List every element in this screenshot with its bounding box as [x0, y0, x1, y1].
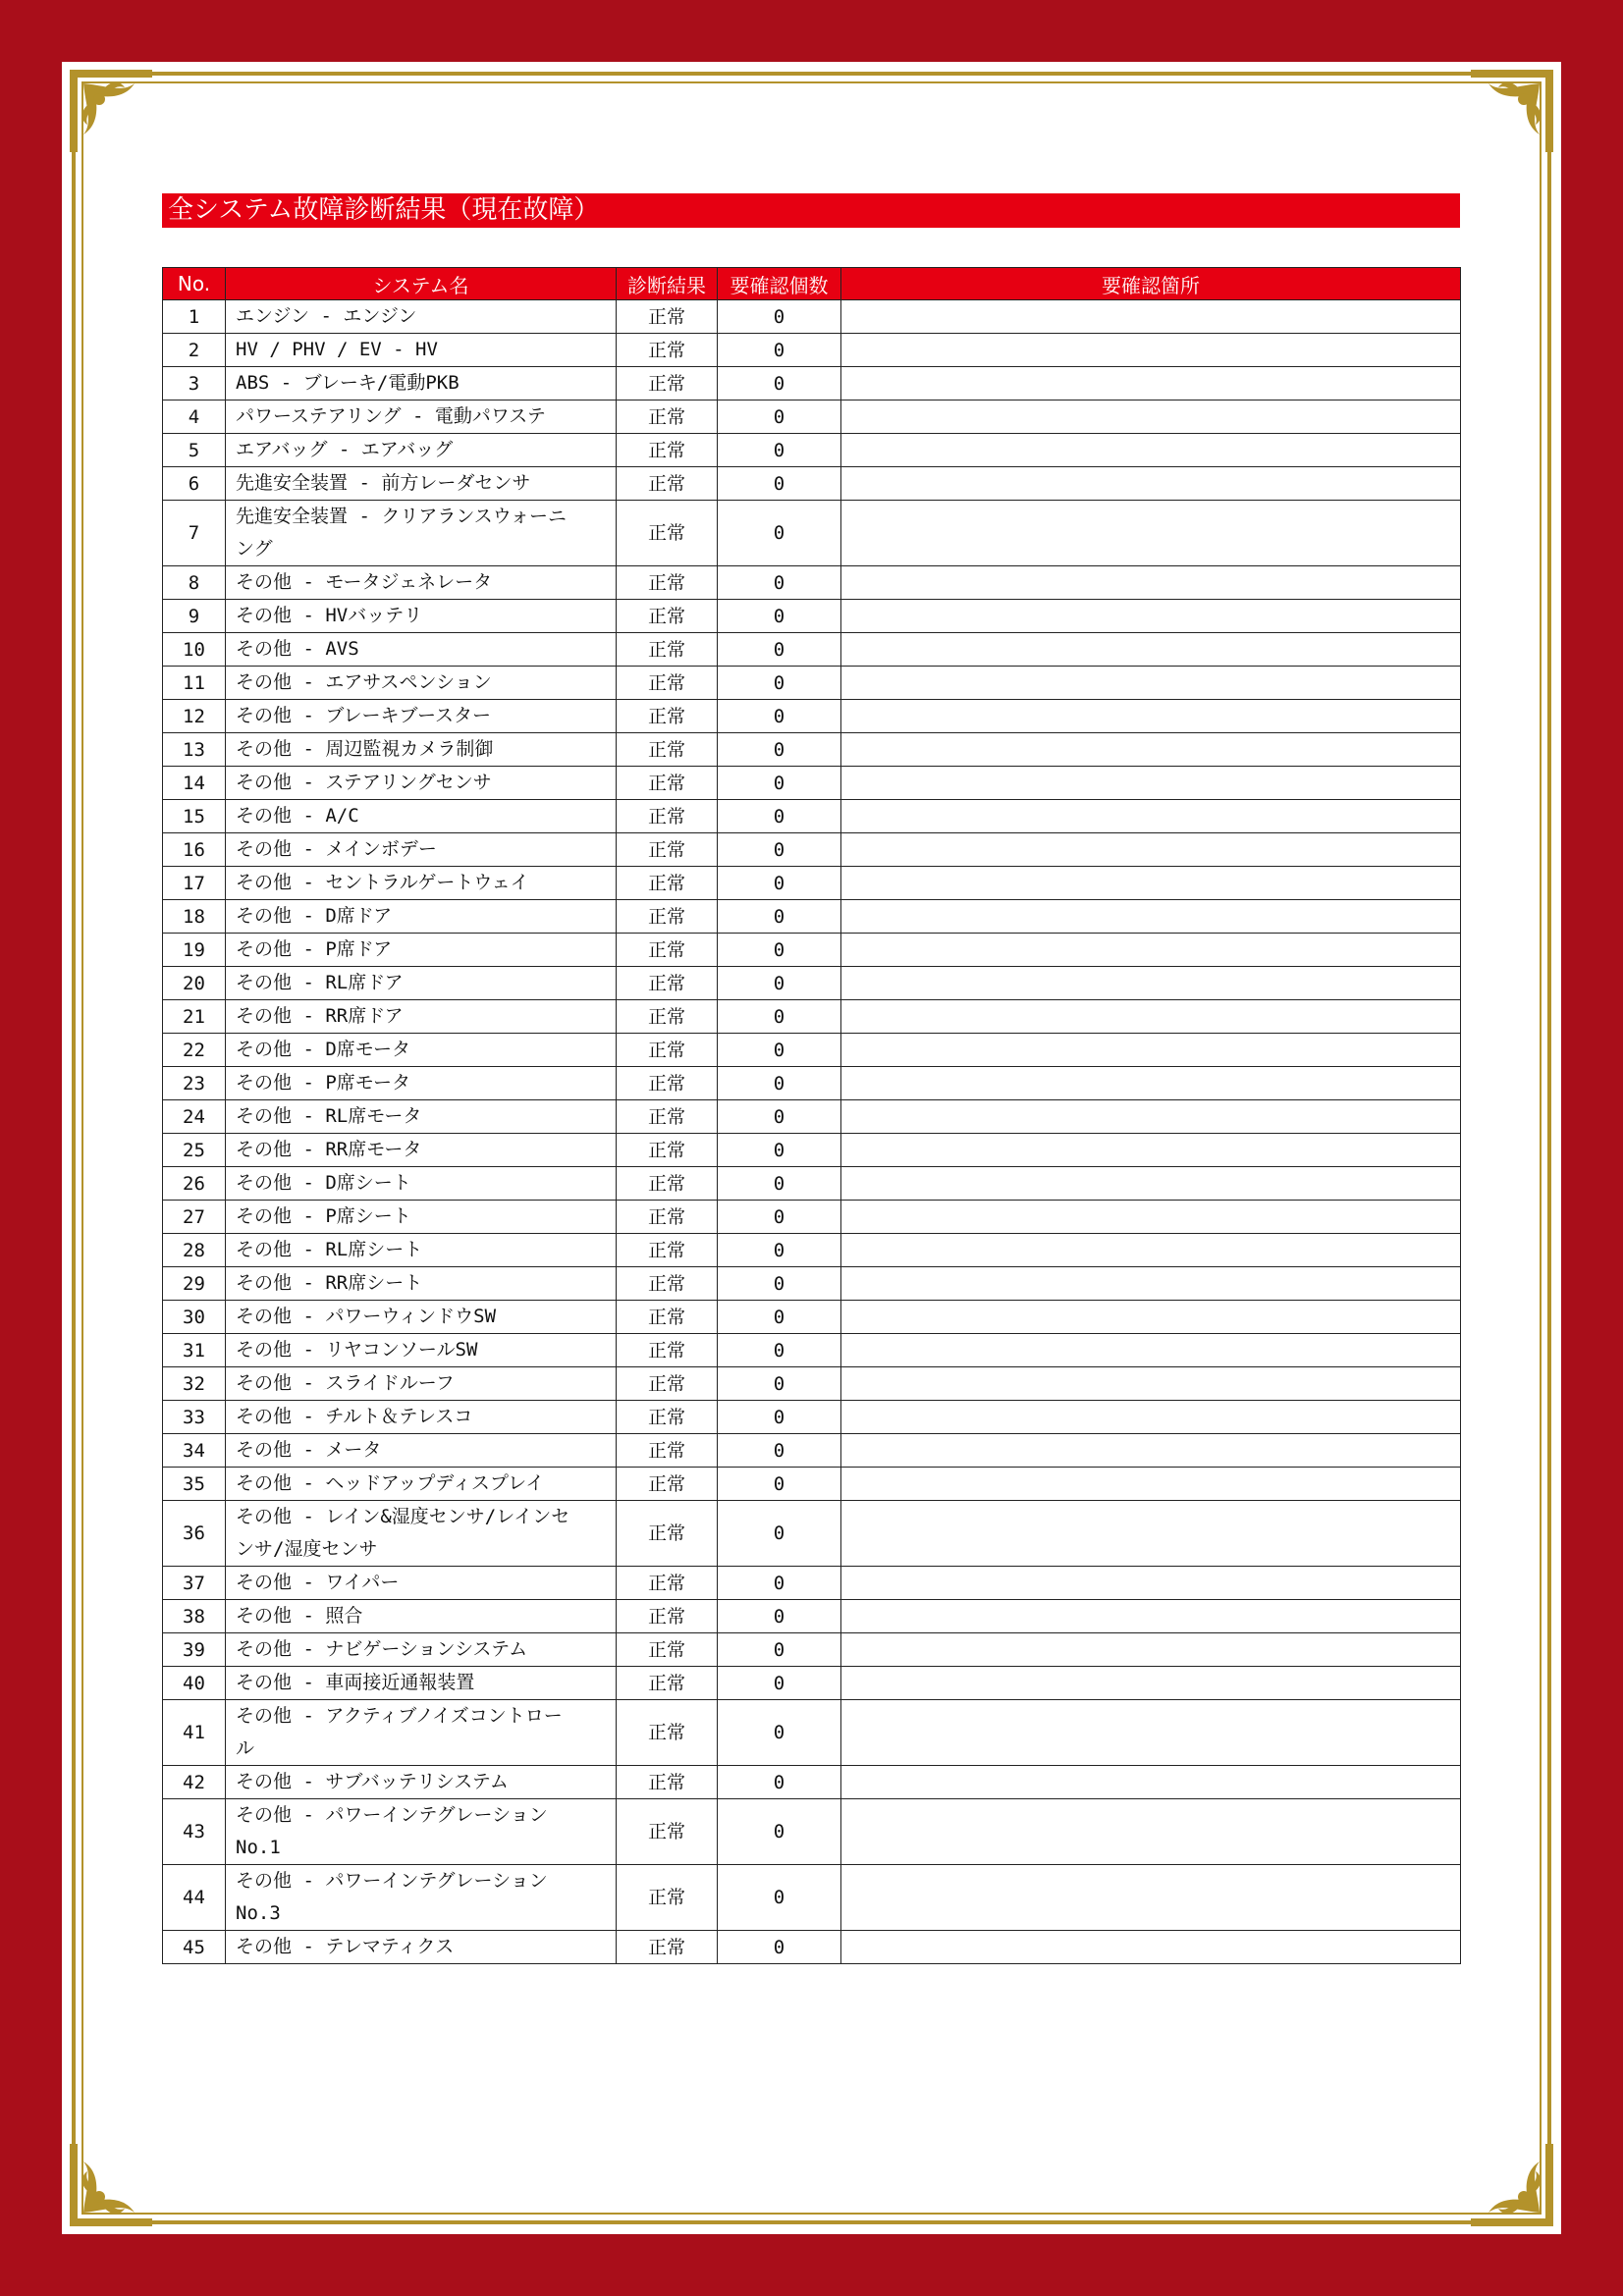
cell-count: 0: [718, 1633, 841, 1667]
cell-result: 正常: [617, 434, 718, 467]
cell-location: [841, 334, 1461, 367]
cell-location: [841, 1000, 1461, 1034]
cell-no: 4: [163, 400, 226, 434]
table-row: [163, 1501, 1461, 1567]
cell-result: 正常: [617, 1799, 718, 1865]
cell-system-name: その他 - パワーインテグレーション No.1: [226, 1799, 617, 1865]
cell-count: 0: [718, 1931, 841, 1964]
cell-location: [841, 1034, 1461, 1067]
cell-count: 0: [718, 967, 841, 1000]
cell-result: 正常: [617, 1100, 718, 1134]
cell-count: 0: [718, 1134, 841, 1167]
cell-result: 正常: [617, 467, 718, 501]
table-row: [163, 1434, 1461, 1468]
cell-count: 0: [718, 1100, 841, 1134]
table-row: [163, 733, 1461, 767]
cell-location: [841, 1367, 1461, 1401]
cell-location: [841, 1167, 1461, 1201]
cell-location: [841, 1301, 1461, 1334]
cell-system-name: その他 - 照合: [226, 1600, 617, 1633]
table-row: [163, 1567, 1461, 1600]
cell-location: [841, 467, 1461, 501]
cell-result: 正常: [617, 1700, 718, 1766]
corner-ornament-icon: [1467, 2140, 1557, 2230]
cell-location: [841, 767, 1461, 800]
cell-no: 26: [163, 1167, 226, 1201]
cell-no: 30: [163, 1301, 226, 1334]
cell-no: 13: [163, 733, 226, 767]
cell-count: 0: [718, 1367, 841, 1401]
cell-count: 0: [718, 1000, 841, 1034]
cell-location: [841, 934, 1461, 967]
cell-count: 0: [718, 1799, 841, 1865]
cell-system-name: その他 - パワーウィンドウSW: [226, 1301, 617, 1334]
table-row: [163, 1301, 1461, 1334]
cell-result: 正常: [617, 1367, 718, 1401]
cell-location: [841, 1067, 1461, 1100]
cell-count: 0: [718, 934, 841, 967]
table-row: [163, 700, 1461, 733]
cell-result: 正常: [617, 1134, 718, 1167]
cell-result: 正常: [617, 1434, 718, 1468]
cell-no: 29: [163, 1267, 226, 1301]
cell-location: [841, 833, 1461, 867]
cell-location: [841, 1931, 1461, 1964]
cell-no: 22: [163, 1034, 226, 1067]
cell-system-name: その他 - RL席ドア: [226, 967, 617, 1000]
cell-result: 正常: [617, 300, 718, 334]
table-row: [163, 400, 1461, 434]
cell-result: 正常: [617, 867, 718, 900]
cell-result: 正常: [617, 1600, 718, 1633]
cell-system-name: その他 - RR席シート: [226, 1267, 617, 1301]
table-row: [163, 1267, 1461, 1301]
cell-location: [841, 367, 1461, 400]
cell-location: [841, 1667, 1461, 1700]
cell-no: 20: [163, 967, 226, 1000]
cell-system-name: その他 - パワーインテグレーション No.3: [226, 1865, 617, 1931]
table-row: [163, 334, 1461, 367]
cell-system-name: その他 - 周辺監視カメラ制御: [226, 733, 617, 767]
cell-system-name: その他 - メインボデー: [226, 833, 617, 867]
cell-count: 0: [718, 800, 841, 833]
cell-count: 0: [718, 1600, 841, 1633]
cell-location: [841, 1267, 1461, 1301]
cell-location: [841, 1234, 1461, 1267]
column-header-location: 要確認箇所: [841, 268, 1461, 300]
column-header-system-name: システム名: [226, 268, 617, 300]
cell-result: 正常: [617, 1468, 718, 1501]
cell-no: 38: [163, 1600, 226, 1633]
cell-no: 3: [163, 367, 226, 400]
cell-no: 23: [163, 1067, 226, 1100]
cell-location: [841, 900, 1461, 934]
cell-result: 正常: [617, 600, 718, 633]
cell-system-name: その他 - ブレーキブースター: [226, 700, 617, 733]
column-header-count: 要確認個数: [718, 268, 841, 300]
cell-location: [841, 1799, 1461, 1865]
table-row: [163, 367, 1461, 400]
cell-no: 2: [163, 334, 226, 367]
table-row: [163, 1633, 1461, 1667]
table-row: [163, 300, 1461, 334]
cell-no: 33: [163, 1401, 226, 1434]
cell-system-name: その他 - P席ドア: [226, 934, 617, 967]
cell-system-name: エアバッグ - エアバッグ: [226, 434, 617, 467]
cell-no: 24: [163, 1100, 226, 1134]
cell-count: 0: [718, 1234, 841, 1267]
cell-no: 31: [163, 1334, 226, 1367]
cell-system-name: その他 - スライドルーフ: [226, 1367, 617, 1401]
table-row: [163, 1700, 1461, 1766]
cell-location: [841, 1468, 1461, 1501]
column-header-result: 診断結果: [617, 268, 718, 300]
cell-system-name: その他 - サブバッテリシステム: [226, 1766, 617, 1799]
cell-system-name: その他 - メータ: [226, 1434, 617, 1468]
table-row: [163, 667, 1461, 700]
cell-result: 正常: [617, 1401, 718, 1434]
cell-location: [841, 1334, 1461, 1367]
cell-system-name: その他 - P席シート: [226, 1201, 617, 1234]
cell-location: [841, 1865, 1461, 1931]
cell-no: 14: [163, 767, 226, 800]
cell-no: 45: [163, 1931, 226, 1964]
cell-count: 0: [718, 1067, 841, 1100]
cell-no: 39: [163, 1633, 226, 1667]
cell-no: 12: [163, 700, 226, 733]
cell-system-name: その他 - テレマティクス: [226, 1931, 617, 1964]
cell-no: 8: [163, 566, 226, 600]
cell-result: 正常: [617, 566, 718, 600]
table-row: [163, 1667, 1461, 1700]
cell-count: 0: [718, 1334, 841, 1367]
cell-location: [841, 633, 1461, 667]
cell-no: 25: [163, 1134, 226, 1167]
cell-count: 0: [718, 434, 841, 467]
cell-location: [841, 600, 1461, 633]
table-row: [163, 833, 1461, 867]
cell-no: 43: [163, 1799, 226, 1865]
cell-system-name: その他 - 車両接近通報装置: [226, 1667, 617, 1700]
cell-system-name: その他 - ワイパー: [226, 1567, 617, 1600]
cell-result: 正常: [617, 1766, 718, 1799]
table-row: [163, 467, 1461, 501]
cell-no: 11: [163, 667, 226, 700]
cell-location: [841, 400, 1461, 434]
cell-location: [841, 1100, 1461, 1134]
cell-system-name: その他 - ステアリングセンサ: [226, 767, 617, 800]
cell-location: [841, 967, 1461, 1000]
table-row: [163, 800, 1461, 833]
cell-result: 正常: [617, 1067, 718, 1100]
cell-no: 15: [163, 800, 226, 833]
cell-system-name: その他 - RR席ドア: [226, 1000, 617, 1034]
cell-system-name: その他 - D席シート: [226, 1167, 617, 1201]
cell-no: 19: [163, 934, 226, 967]
cell-count: 0: [718, 733, 841, 767]
cell-system-name: その他 - RL席モータ: [226, 1100, 617, 1134]
cell-system-name: その他 - ヘッドアップディスプレイ: [226, 1468, 617, 1501]
cell-no: 28: [163, 1234, 226, 1267]
cell-result: 正常: [617, 1201, 718, 1234]
cell-location: [841, 566, 1461, 600]
cell-system-name: その他 - HVバッテリ: [226, 600, 617, 633]
cell-result: 正常: [617, 833, 718, 867]
cell-count: 0: [718, 833, 841, 867]
cell-system-name: その他 - アクティブノイズコントロー ル: [226, 1700, 617, 1766]
cell-count: 0: [718, 334, 841, 367]
table-row: [163, 434, 1461, 467]
corner-ornament-icon: [66, 2140, 156, 2230]
cell-system-name: 先進安全装置 - 前方レーダセンサ: [226, 467, 617, 501]
cell-count: 0: [718, 1401, 841, 1434]
cell-system-name: その他 - AVS: [226, 633, 617, 667]
cell-result: 正常: [617, 1501, 718, 1567]
cell-system-name: その他 - モータジェネレータ: [226, 566, 617, 600]
cell-count: 0: [718, 700, 841, 733]
cell-location: [841, 1766, 1461, 1799]
cell-result: 正常: [617, 1334, 718, 1367]
cell-no: 41: [163, 1700, 226, 1766]
cell-no: 6: [163, 467, 226, 501]
cell-count: 0: [718, 1667, 841, 1700]
cell-location: [841, 1600, 1461, 1633]
cell-result: 正常: [617, 1865, 718, 1931]
corner-ornament-icon: [66, 66, 156, 156]
cell-system-name: その他 - リヤコンソールSW: [226, 1334, 617, 1367]
cell-location: [841, 1633, 1461, 1667]
cell-count: 0: [718, 1567, 841, 1600]
cell-count: 0: [718, 1434, 841, 1468]
cell-result: 正常: [617, 800, 718, 833]
table-row: [163, 1931, 1461, 1964]
cell-count: 0: [718, 633, 841, 667]
table-row: [163, 900, 1461, 934]
cell-count: 0: [718, 1766, 841, 1799]
table-row: [163, 566, 1461, 600]
cell-system-name: その他 - D席モータ: [226, 1034, 617, 1067]
cell-result: 正常: [617, 967, 718, 1000]
cell-result: 正常: [617, 1931, 718, 1964]
cell-result: 正常: [617, 1034, 718, 1067]
table-row: [163, 1000, 1461, 1034]
cell-count: 0: [718, 767, 841, 800]
cell-location: [841, 501, 1461, 566]
cell-result: 正常: [617, 501, 718, 566]
cell-count: 0: [718, 1301, 841, 1334]
cell-count: 0: [718, 1865, 841, 1931]
cell-location: [841, 1434, 1461, 1468]
cell-location: [841, 434, 1461, 467]
cell-system-name: その他 - P席モータ: [226, 1067, 617, 1100]
cell-count: 0: [718, 900, 841, 934]
table-row: [163, 1334, 1461, 1367]
cell-count: 0: [718, 867, 841, 900]
cell-count: 0: [718, 667, 841, 700]
cell-result: 正常: [617, 733, 718, 767]
cell-result: 正常: [617, 1234, 718, 1267]
table-row: [163, 967, 1461, 1000]
cell-count: 0: [718, 1501, 841, 1567]
cell-no: 16: [163, 833, 226, 867]
page-title: 全システム故障診断結果（現在故障）: [162, 193, 1460, 228]
cell-result: 正常: [617, 667, 718, 700]
cell-no: 40: [163, 1667, 226, 1700]
table-row: [163, 1799, 1461, 1865]
cell-result: 正常: [617, 633, 718, 667]
table-row: [163, 1367, 1461, 1401]
table-row: [163, 1067, 1461, 1100]
cell-location: [841, 1567, 1461, 1600]
cell-location: [841, 1201, 1461, 1234]
cell-count: 0: [718, 1034, 841, 1067]
cell-location: [841, 300, 1461, 334]
table-row: [163, 1401, 1461, 1434]
cell-result: 正常: [617, 1267, 718, 1301]
cell-system-name: その他 - チルト＆テレスコ: [226, 1401, 617, 1434]
column-header-no: No.: [163, 268, 226, 300]
cell-count: 0: [718, 1201, 841, 1234]
cell-no: 37: [163, 1567, 226, 1600]
cell-system-name: HV / PHV / EV - HV: [226, 334, 617, 367]
cell-no: 5: [163, 434, 226, 467]
cell-result: 正常: [617, 400, 718, 434]
cell-system-name: パワーステアリング - 電動パワステ: [226, 400, 617, 434]
cell-count: 0: [718, 367, 841, 400]
cell-no: 21: [163, 1000, 226, 1034]
cell-no: 44: [163, 1865, 226, 1931]
diagnosis-table: [162, 267, 1461, 1964]
table-row: [163, 1201, 1461, 1234]
cell-system-name: 先進安全装置 - クリアランスウォーニ ング: [226, 501, 617, 566]
cell-system-name: その他 - D席ドア: [226, 900, 617, 934]
cell-result: 正常: [617, 1000, 718, 1034]
cell-count: 0: [718, 501, 841, 566]
table-row: [163, 1865, 1461, 1931]
corner-ornament-icon: [1467, 66, 1557, 156]
cell-result: 正常: [617, 367, 718, 400]
cell-result: 正常: [617, 1633, 718, 1667]
cell-system-name: ABS - ブレーキ/電動PKB: [226, 367, 617, 400]
cell-no: 17: [163, 867, 226, 900]
table-row: [163, 1766, 1461, 1799]
table-row: [163, 501, 1461, 566]
table-row: [163, 1468, 1461, 1501]
cell-count: 0: [718, 300, 841, 334]
cell-location: [841, 733, 1461, 767]
cell-count: 0: [718, 600, 841, 633]
cell-no: 32: [163, 1367, 226, 1401]
cell-no: 18: [163, 900, 226, 934]
cell-count: 0: [718, 400, 841, 434]
cell-system-name: その他 - ナビゲーションシステム: [226, 1633, 617, 1667]
cell-system-name: その他 - セントラルゲートウェイ: [226, 867, 617, 900]
cell-result: 正常: [617, 700, 718, 733]
cell-no: 1: [163, 300, 226, 334]
table-row: [163, 934, 1461, 967]
cell-no: 36: [163, 1501, 226, 1567]
cell-result: 正常: [617, 767, 718, 800]
cell-no: 27: [163, 1201, 226, 1234]
table-row: [163, 1234, 1461, 1267]
table-row: [163, 600, 1461, 633]
cell-count: 0: [718, 467, 841, 501]
cell-no: 34: [163, 1434, 226, 1468]
table-row: [163, 1600, 1461, 1633]
table-row: [163, 633, 1461, 667]
table-row: [163, 867, 1461, 900]
table-header-row: [163, 268, 1461, 300]
cell-count: 0: [718, 1700, 841, 1766]
cell-no: 10: [163, 633, 226, 667]
table-row: [163, 1167, 1461, 1201]
cell-no: 42: [163, 1766, 226, 1799]
cell-location: [841, 667, 1461, 700]
cell-system-name: その他 - A/C: [226, 800, 617, 833]
cell-count: 0: [718, 1468, 841, 1501]
cell-system-name: その他 - レイン&湿度センサ/レインセ ンサ/湿度センサ: [226, 1501, 617, 1567]
cell-no: 35: [163, 1468, 226, 1501]
cell-location: [841, 1401, 1461, 1434]
cell-result: 正常: [617, 1167, 718, 1201]
cell-location: [841, 1501, 1461, 1567]
cell-location: [841, 1700, 1461, 1766]
cell-result: 正常: [617, 900, 718, 934]
cell-location: [841, 700, 1461, 733]
cell-no: 9: [163, 600, 226, 633]
cell-system-name: エンジン - エンジン: [226, 300, 617, 334]
cell-system-name: その他 - RR席モータ: [226, 1134, 617, 1167]
table-row: [163, 767, 1461, 800]
cell-system-name: その他 - RL席シート: [226, 1234, 617, 1267]
cell-count: 0: [718, 1267, 841, 1301]
cell-no: 7: [163, 501, 226, 566]
cell-result: 正常: [617, 1567, 718, 1600]
cell-count: 0: [718, 1167, 841, 1201]
table-row: [163, 1100, 1461, 1134]
table-row: [163, 1134, 1461, 1167]
cell-location: [841, 1134, 1461, 1167]
cell-location: [841, 867, 1461, 900]
cell-system-name: その他 - エアサスペンション: [226, 667, 617, 700]
cell-result: 正常: [617, 1667, 718, 1700]
table-row: [163, 1034, 1461, 1067]
cell-result: 正常: [617, 334, 718, 367]
cell-result: 正常: [617, 934, 718, 967]
cell-count: 0: [718, 566, 841, 600]
cell-location: [841, 800, 1461, 833]
cell-result: 正常: [617, 1301, 718, 1334]
